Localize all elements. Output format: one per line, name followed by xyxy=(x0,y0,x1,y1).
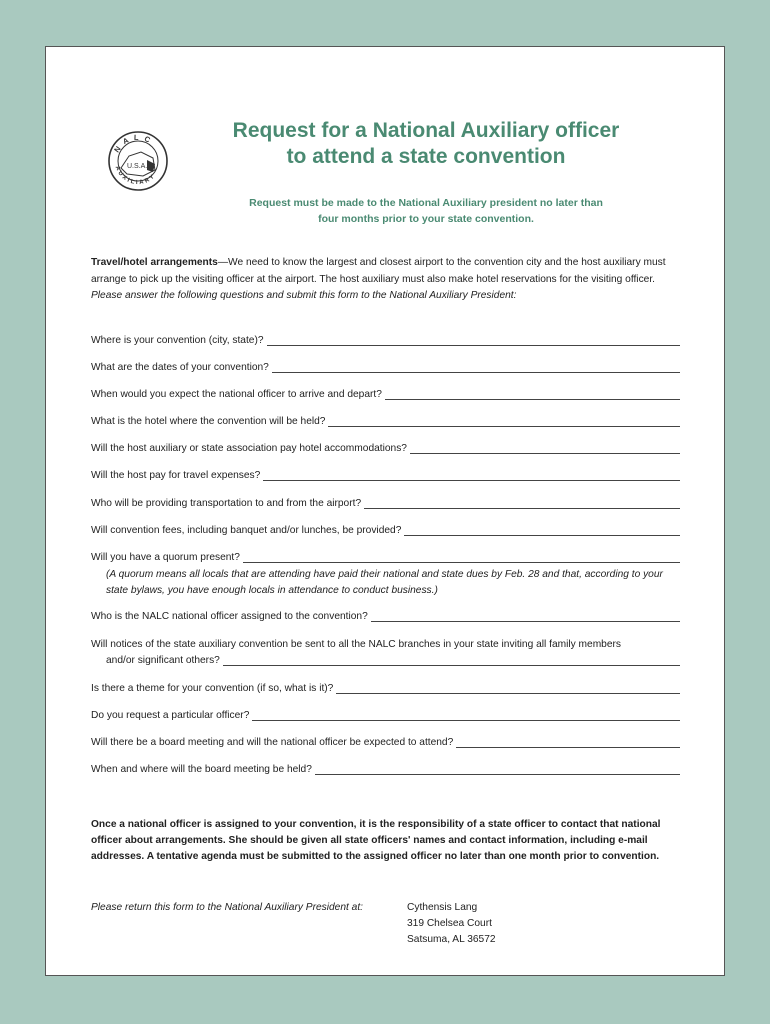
answer-field[interactable] xyxy=(252,708,680,721)
question-label: Who is the NALC national officer assigned to the convention? xyxy=(91,611,368,622)
address-name: Cythensis Lang xyxy=(407,902,478,913)
question-row xyxy=(91,681,680,697)
answer-field[interactable] xyxy=(336,681,680,694)
answer-field[interactable] xyxy=(328,414,680,427)
question-label: Will notices of the state auxiliary convention be sent to all the NALC branches in your state inviting all family members xyxy=(91,639,621,650)
question-label: Will there be a board meeting and will the national officer be expected to attend? xyxy=(91,737,454,748)
question-row xyxy=(91,708,680,724)
answer-field[interactable] xyxy=(404,523,680,536)
question-row xyxy=(91,550,680,566)
question-label: When would you expect the national officer to arrive and depart? xyxy=(91,389,382,400)
answer-field[interactable] xyxy=(272,360,680,373)
question-label: What is the hotel where the convention will be held? xyxy=(91,416,326,427)
question-label: Will you have a quorum present? xyxy=(91,552,240,563)
logo-top-text: NALC xyxy=(112,132,157,155)
answer-field[interactable] xyxy=(315,762,680,775)
form-page xyxy=(45,46,725,976)
address-street: 319 Chelsea Court xyxy=(407,918,492,929)
question-label: Where is your convention (city, state)? xyxy=(91,335,264,346)
question-label: Will the host auxiliary or state association pay hotel accommodations? xyxy=(91,443,407,454)
answer-field[interactable] xyxy=(456,735,680,748)
question-label: Will convention fees, including banquet and/or lunches, be provided? xyxy=(91,525,402,536)
page-title xyxy=(176,118,676,170)
intro-body: —We need to know the largest and closest airport to the convention city and the host auxiliary must arrange to pick up the visiting officer at the airport. The host auxiliary must also make hotel reservations for the visiting officer. xyxy=(91,257,666,285)
answer-field[interactable] xyxy=(263,468,680,481)
question-row xyxy=(91,735,680,751)
question-row xyxy=(91,360,680,376)
question-label: Is there a theme for your convention (if so, what is it)? xyxy=(91,683,334,694)
subtitle-line-1: Request must be made to the National Auxiliary president no later than xyxy=(249,197,603,209)
question-row xyxy=(91,496,680,512)
question-row xyxy=(91,441,680,457)
answer-field[interactable] xyxy=(385,387,680,400)
title-line-2: to attend a state convention xyxy=(286,145,566,168)
answer-field[interactable] xyxy=(364,496,680,509)
logo-bottom-text: AUXILIARY xyxy=(113,165,158,187)
closing-paragraph: Once a national officer is assigned to your convention, it is the responsibility of a state officer to contact that national officer about arrangements. She should be given all state officers' names and contact information, including e-mail addresses. A tentative agenda must be submitted to the assigned officer no later than one month prior to convention. xyxy=(91,819,661,862)
quorum-note: (A quorum means all locals that are attending have paid their national and state dues by Feb. 28 and that, according to your state bylaws, you have enough locals in attendance to conduct business.) xyxy=(106,569,663,596)
question-row xyxy=(91,414,680,430)
return-address xyxy=(407,900,496,948)
svg-text:NALC xyxy=(112,133,156,154)
intro-instruction: Please answer the following questions and submit this form to the National Auxiliary President: xyxy=(91,290,517,301)
question-row xyxy=(91,333,680,349)
nalc-auxiliary-logo xyxy=(107,130,169,192)
question-row xyxy=(106,653,680,669)
answer-field[interactable] xyxy=(243,550,680,563)
question-row xyxy=(91,523,680,539)
question-row xyxy=(91,762,680,778)
question-label: When and where will the board meeting be held? xyxy=(91,764,312,775)
subtitle-line-2: four months prior to your state convention. xyxy=(318,213,534,225)
question-label: Who will be providing transportation to and from the airport? xyxy=(91,498,362,509)
return-label: Please return this form to the National Auxiliary President at: xyxy=(91,902,363,913)
answer-field[interactable] xyxy=(410,441,680,454)
question-label: What are the dates of your convention? xyxy=(91,362,269,373)
question-row xyxy=(91,468,680,484)
answer-field[interactable] xyxy=(371,609,680,622)
logo-center-text: U.S.A. xyxy=(127,163,148,170)
question-label: Will the host pay for travel expenses? xyxy=(91,470,261,481)
address-city: Satsuma, AL 36572 xyxy=(407,934,496,945)
question-label: and/or significant others? xyxy=(106,655,220,666)
question-label: Do you request a particular officer? xyxy=(91,710,250,721)
question-row xyxy=(91,609,680,625)
answer-field[interactable] xyxy=(267,333,680,346)
page-subtitle xyxy=(186,195,666,227)
intro-heading: Travel/hotel arrangements xyxy=(91,257,218,268)
intro-paragraph xyxy=(91,255,686,305)
title-line-1: Request for a National Auxiliary officer xyxy=(232,119,620,142)
answer-field[interactable] xyxy=(223,653,680,666)
question-row xyxy=(91,387,680,403)
